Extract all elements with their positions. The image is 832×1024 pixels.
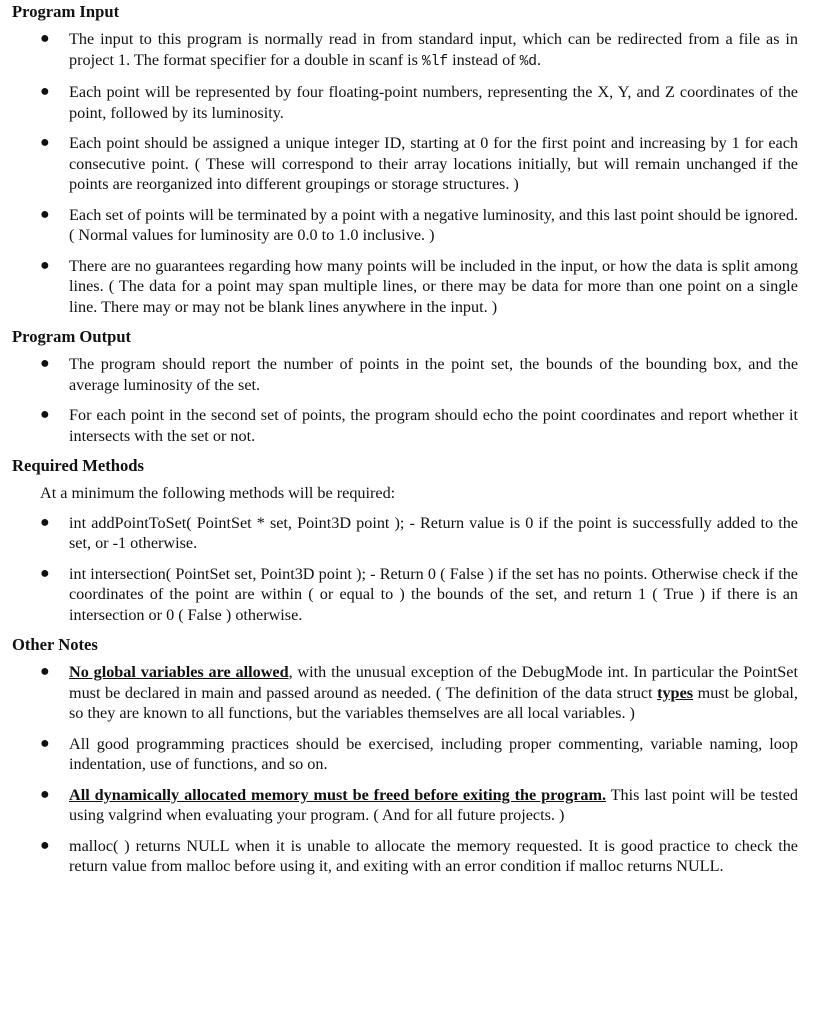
- list-item: ● int addPointToSet( PointSet * set, Point3D point ); - Return value is 0 if the point is successfully added to the set, or -1 otherwise.: [40, 513, 798, 552]
- bullet-icon: ●: [40, 355, 50, 372]
- list-item: ● For each point in the second set of points, the program should echo the point coordinates and report whether it intersects with the set or not.: [40, 406, 798, 445]
- list-item: ● All dynamically allocated memory must be freed before exiting the program. This last point will be tested using valgrind when evaluating your program. ( And for all future projects. ): [40, 785, 798, 824]
- program-input-list: [12, 29, 820, 317]
- bullet-icon: ●: [40, 513, 50, 531]
- list-item: ● malloc( ) returns NULL when it is unable to allocate the memory requested. It is good practice to check the return value from malloc before using it, and exiting with an error condition if malloc returns NULL.: [40, 836, 798, 875]
- bullet-icon: ●: [40, 564, 50, 582]
- list-item: ● No global variables are allowed, with the unusual exception of the DebugMode int. In particular the PointSet must be declared in main and passed around as needed. ( The definition of the data struct types must be global, so they are known to all functions, but the variables themselves are all local variables. ): [40, 663, 798, 722]
- bullet-icon: ●: [40, 406, 50, 423]
- bullet-icon: ●: [40, 83, 50, 100]
- emphasis-no-globals: No global variables are allowed: [69, 663, 289, 681]
- emphasis-free-memory: All dynamically allocated memory must be freed before exiting the program.: [69, 785, 606, 804]
- bullet-icon: ●: [40, 785, 50, 803]
- list-item: ● Each set of points will be terminated by a point with a negative luminosity, and this last point should be ignored. ( Normal values for luminosity are 0.0 to 1.0 inclusive. ): [40, 205, 798, 244]
- bullet-icon: ●: [40, 30, 50, 47]
- required-methods-list: [12, 513, 820, 626]
- heading-other-notes: Other Notes: [12, 635, 98, 654]
- bullet-icon: ●: [40, 205, 50, 223]
- bullet-icon: ●: [40, 663, 50, 680]
- heading-program-output: Program Output: [12, 327, 132, 346]
- bullet-icon: ●: [40, 734, 50, 752]
- code-format-d: %d: [519, 53, 538, 70]
- required-methods-intro: At a minimum the following methods will be required:: [40, 484, 396, 502]
- bullet-icon: ●: [40, 836, 50, 854]
- bullet-icon: ●: [40, 134, 50, 151]
- list-item: ● The program should report the number of points in the point set, the bounds of the bounding box, and the average luminosity of the set.: [40, 355, 798, 394]
- program-output-list: [12, 354, 820, 446]
- heading-program-input: Program Input: [12, 2, 120, 21]
- heading-required-methods: Required Methods: [12, 456, 144, 475]
- list-item: ● int intersection( PointSet set, Point3D point ); - Return 0 ( False ) if the set has no points. Otherwise check if the coordinates of the point are within ( or equal to ) the bounds of the set, and return 1 ( True ) if there is an intersection or 0 ( False ) otherwise.: [40, 564, 798, 624]
- emphasis-types: types: [657, 683, 694, 702]
- list-item: ● There are no guarantees regarding how many points will be included in the input, or how the data is split among lines. ( The data for a point may span multiple lines, or there may be data for more than one point on a single line. There may or may not be blank lines anywhere in the input. ): [40, 256, 798, 316]
- list-item: ● All good programming practices should be exercised, including proper commenting, variable naming, loop indentation, use of functions, and so on.: [40, 734, 798, 773]
- section-required-methods: [12, 456, 820, 625]
- section-program-output: [12, 327, 820, 446]
- code-format-lf: %lf: [422, 53, 449, 70]
- bullet-icon: ●: [40, 256, 50, 274]
- list-item: ● Each point should be assigned a unique integer ID, starting at 0 for the first point and increasing by 1 for each consecutive point. ( These will correspond to their array locations initially, but will remain unchanged if the points are reorganized into different groupings or storage structures. ): [40, 134, 798, 193]
- section-program-input: [12, 2, 820, 317]
- section-other-notes: [12, 635, 820, 877]
- list-item: ● Each point will be represented by four floating-point numbers, representing the X, Y, and Z coordinates of the point, followed by its luminosity.: [40, 83, 798, 122]
- other-notes-list: [12, 662, 820, 877]
- list-item: ● The input to this program is normally read in from standard input, which can be redirected from a file as in project 1. The format specifier for a double in scanf is %lf instead of %d.: [40, 30, 798, 70]
